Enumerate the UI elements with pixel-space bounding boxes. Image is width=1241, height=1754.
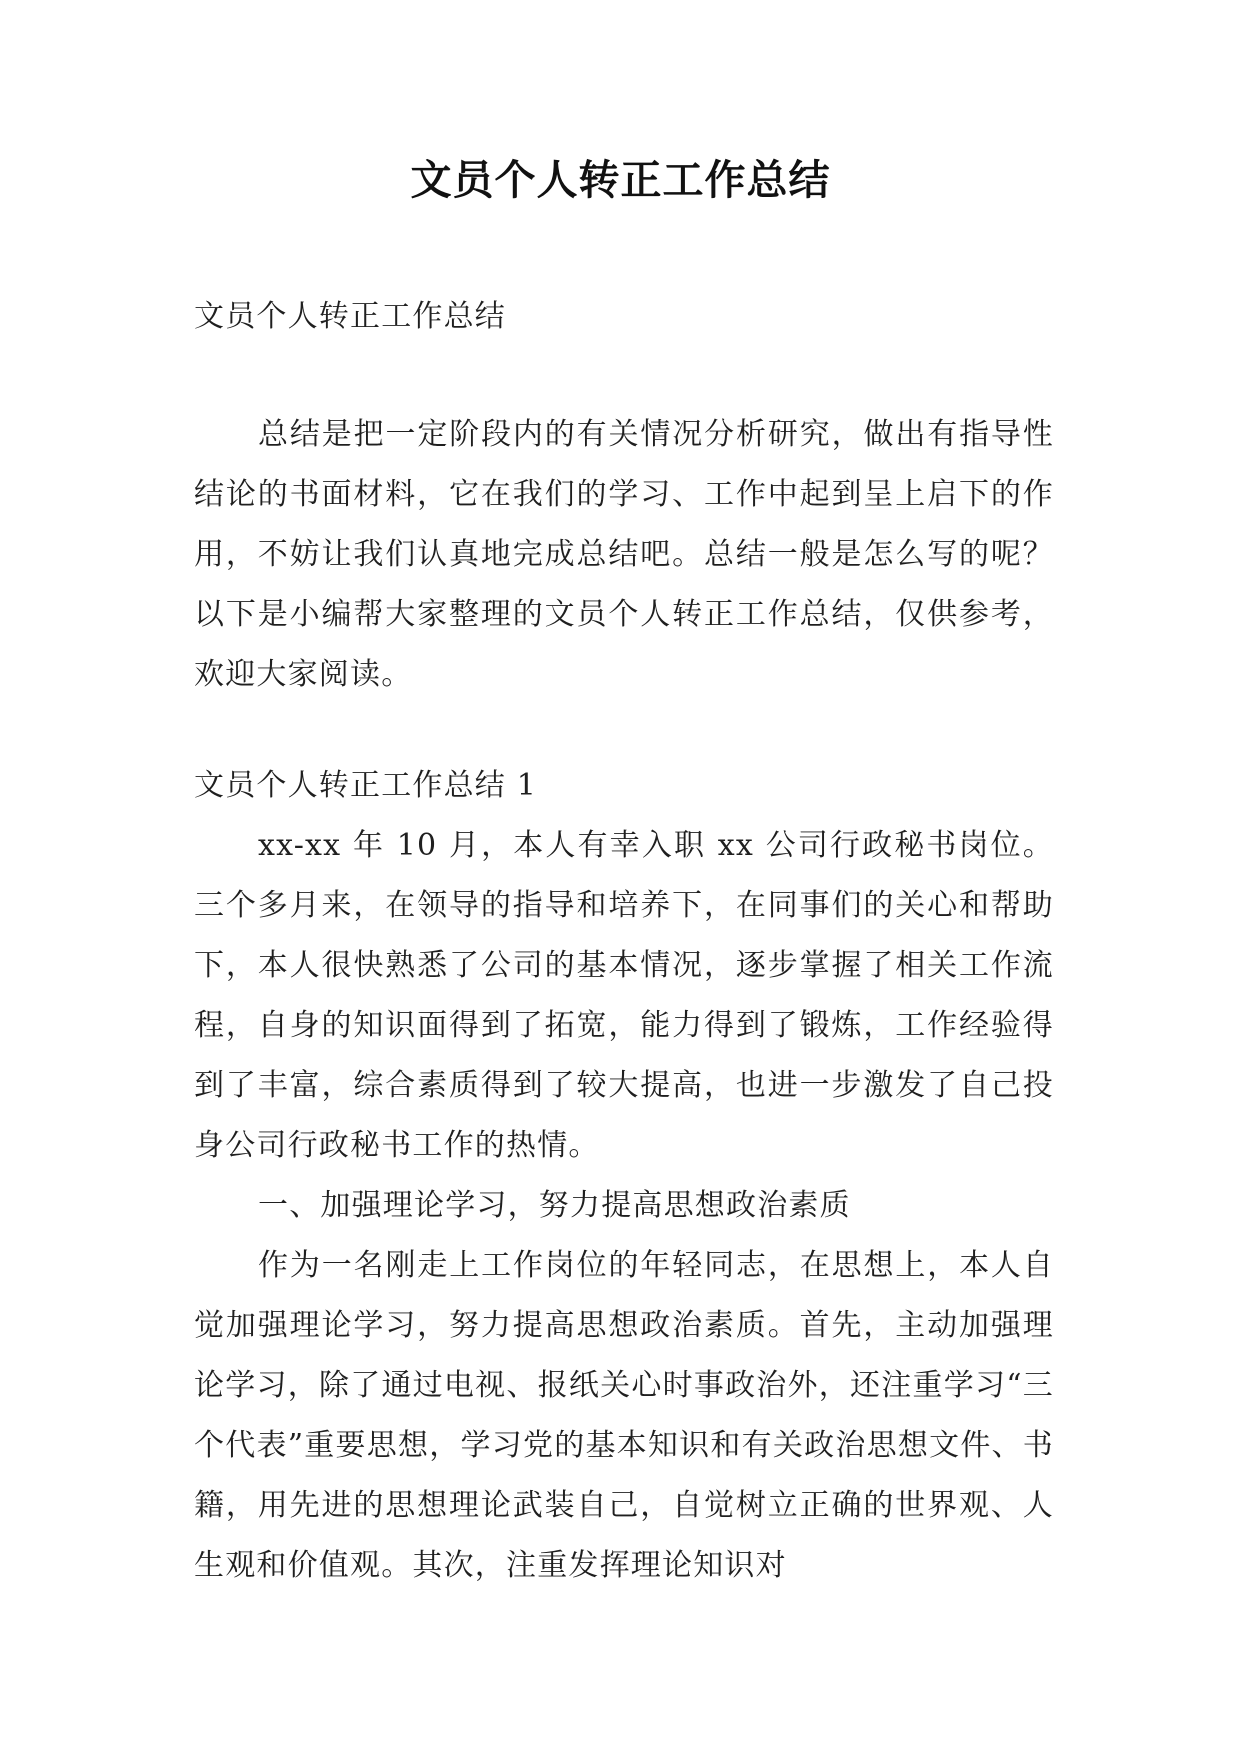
document-subtitle [194,287,1054,347]
document-title: 文员个人转正工作总结 [410,156,831,204]
intro-paragraph: 总结是把一定阶段内的有关情况分析研究，做出有指导性结论的书面材料，它在我们的学习、工作中起到呈上启下的作用，不妨让我们认真地完成总结吧。总结一般是怎么写的呢？以下是小编帮大家整理的文员个人转正工作总结，仅供参考，欢迎大家阅读。 [194,417,1054,692]
body-paragraph: xx-xx 年 10 月，本人有幸入职 xx 公司行政秘书岗位。三个多月来，在领导的指导和培养下，在同事们的关心和帮助下，本人很快熟悉了公司的基本情况，逐步掌握了相关工作流程，自身的知识面得到了拓宽，能力得到了锻炼，工作经验得到了丰富，综合素质得到了较大提高，也进一步激发了自己投身公司行政秘书工作的热情。 [194,828,1054,1163]
body-paragraph: 作为一名刚走上工作岗位的年轻同志，在思想上，本人自觉加强理论学习，努力提高思想政治素质。首先，主动加强理论学习，除了通过电视、报纸关心时事政治外，还注重学习“三个代表”重要思想，学习党的基本知识和有关政治思想文件、书籍，用先进的思想理论武装自己，自觉树立正确的世界观、人生观和价值观。其次，注重发挥理论知识对 [194,1248,1054,1583]
section-block [194,756,1054,1596]
intro-block [194,405,1054,705]
section-heading: 一、加强理论学习，努力提高思想政治素质 [258,1188,851,1223]
subtitle-text: 文员个人转正工作总结 [194,299,506,334]
section-title: 文员个人转正工作总结 1 [194,768,538,803]
